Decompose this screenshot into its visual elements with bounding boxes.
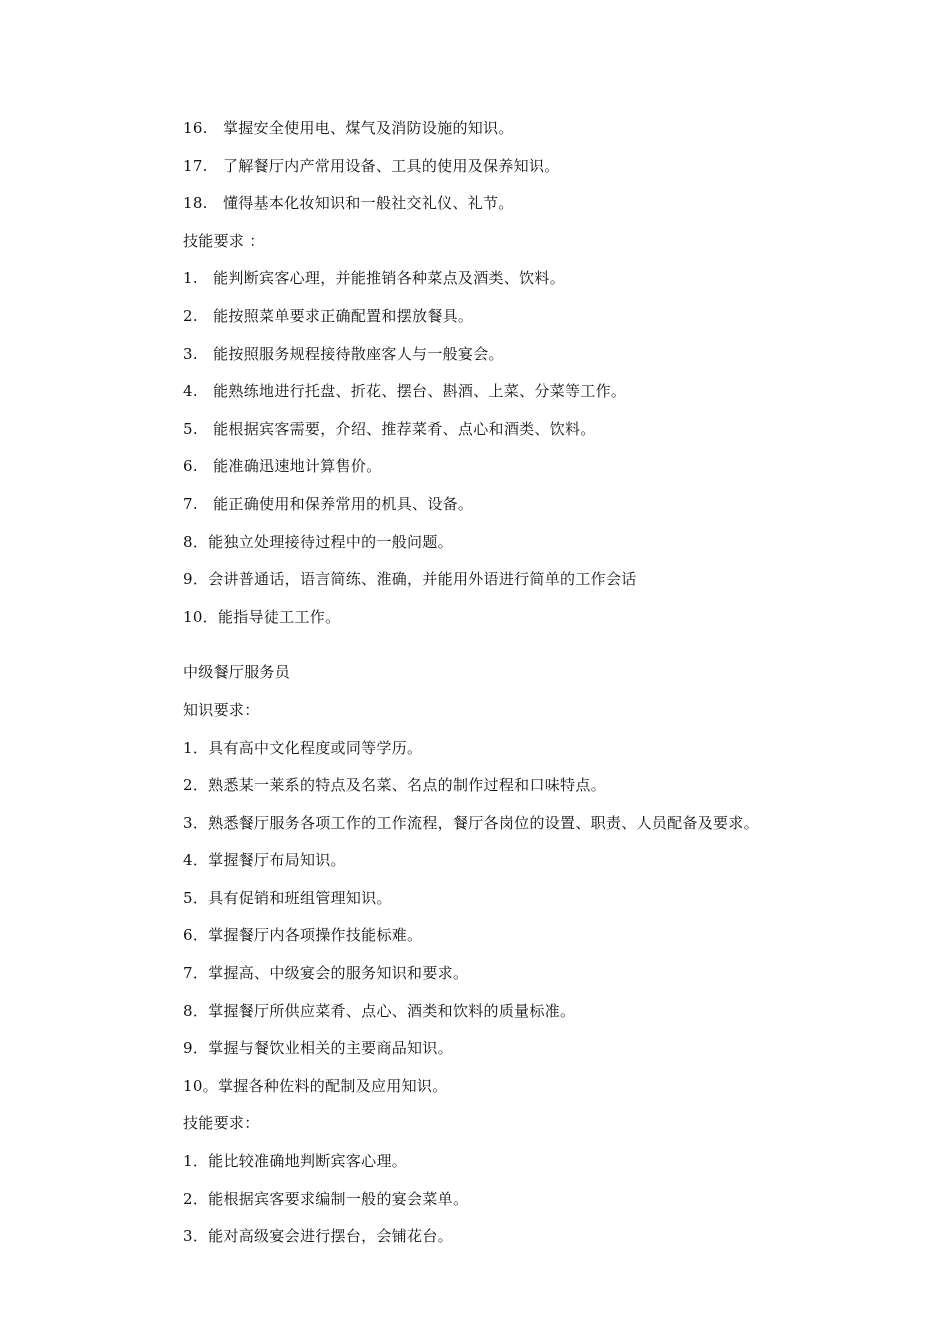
list-item: 6. 能准确迅速地计算售价。	[183, 457, 382, 476]
list-item: 8．掌握餐厅所供应菜肴、点心、酒类和饮料的质量标准。	[183, 1001, 576, 1020]
list-item: 1．具有高中文化程度或同等学历。	[183, 738, 423, 757]
document-body	[183, 118, 883, 1264]
list-item: 1. 能判断宾客心理，并能推销各种菜点及酒类、饮料。	[183, 269, 566, 288]
list-item: 3．熟悉餐厅服务各项工作的工作流程，餐厅各岗位的设置、职责、人员配备及要求。	[183, 813, 759, 832]
skills-heading: 技能要求 ：	[183, 231, 265, 250]
list-item: 16. 掌握安全使用电、煤气及消防设施的知识。	[183, 119, 514, 137]
list-item: 6．掌握餐厅内各项操作技能标难。	[183, 926, 423, 945]
list-item: 17. 了解餐厅内产常用设备、工具的使用及保养知识。	[183, 156, 560, 175]
list-item: 9．会讲普通话，语言简练、淮确，并能用外语进行简单的工作会话	[183, 570, 637, 589]
section-gap	[183, 644, 883, 662]
list-item: 10。掌握各种佐料的配制及应用知识。	[183, 1076, 448, 1095]
list-item: 7．掌握高、中级宴会的服务知识和要求。	[183, 964, 469, 983]
list-item: 3．能对高级宴会进行摆台，会铺花台。	[183, 1227, 453, 1246]
list-item: 1．能比较准确地判断宾客心理。	[183, 1152, 408, 1171]
list-item: 9．掌握与餐饮业相关的主要商品知识。	[183, 1039, 453, 1058]
list-item: 7. 能正确使用和保养常用的机具、设备。	[183, 494, 474, 513]
list-item: 5．具有促销和班组管理知识。	[183, 888, 392, 907]
list-item: 3. 能按照服务规程接待散座客人与一般宴会。	[183, 344, 504, 363]
list-item: 5. 能根据宾客需要，介绍、推荐菜肴、点心和酒类、饮料。	[183, 419, 596, 438]
list-item: 18. 懂得基本化妆知识和一般社交礼仪、礼节。	[183, 194, 514, 213]
list-item: 8．能独立处理接待过程中的一般问题。	[183, 532, 453, 551]
knowledge-heading: 知识要求：	[183, 700, 260, 719]
skills-heading: 技能要求：	[183, 1114, 260, 1133]
list-item: 2. 能按照菜单要求正确配置和摆放餐具。	[183, 306, 474, 325]
list-item: 2．熟悉某一莱系的特点及名菜、名点的制作过程和口味特点。	[183, 776, 606, 795]
section-title: 中级餐厅服务员	[183, 663, 291, 682]
list-item: 4．掌握餐厅布局知识。	[183, 851, 346, 870]
list-item: 2．能根据宾客要求编制一般的宴会菜单。	[183, 1189, 469, 1208]
list-item: 10．能指导徒工工作。	[183, 607, 341, 626]
list-item: 4. 能熟练地进行托盘、折花、摆台、斟酒、上菜、分菜等工作。	[183, 382, 627, 401]
